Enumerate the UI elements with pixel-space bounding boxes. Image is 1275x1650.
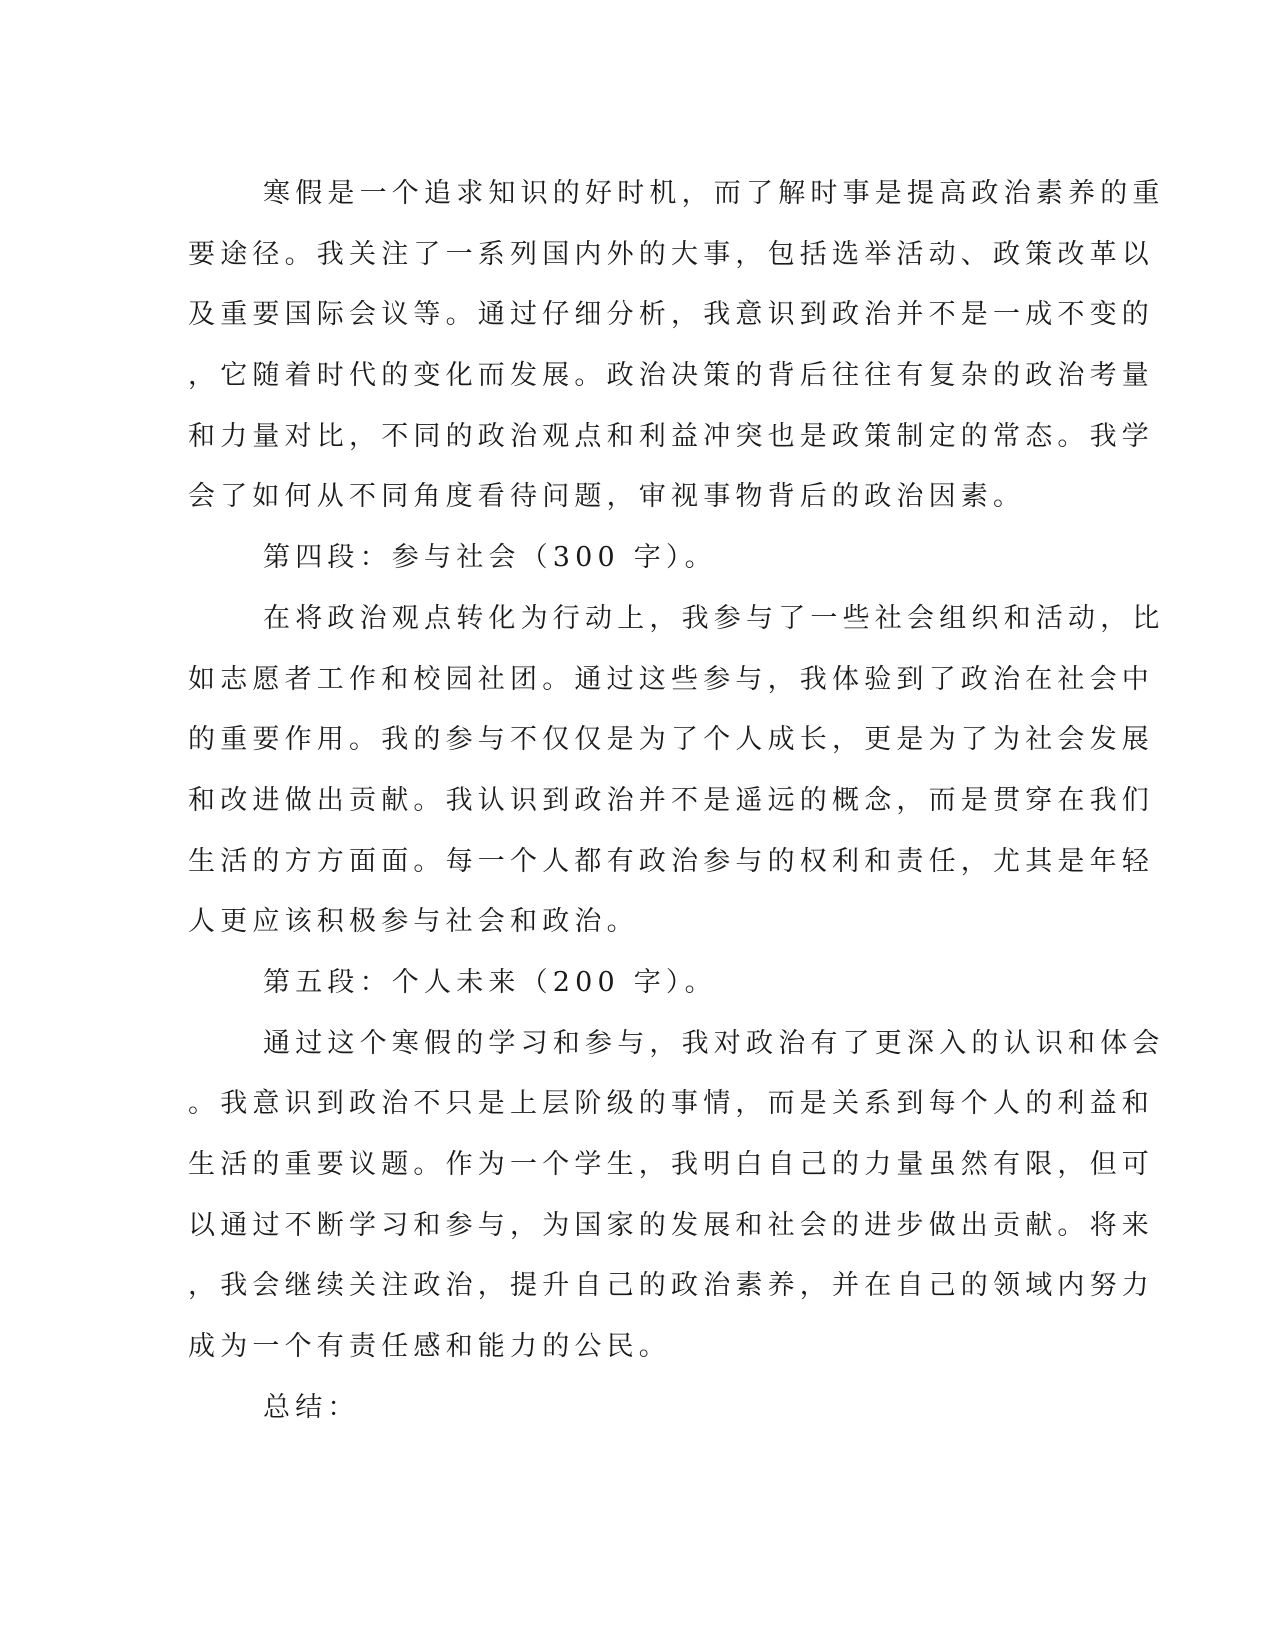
- paragraph-line: 和改进做出贡献。我认识到政治并不是遥远的概念，而是贯穿在我们: [188, 784, 1154, 816]
- paragraph-line: 人更应该积极参与社会和政治。: [188, 906, 639, 938]
- paragraph-line: 。我意识到政治不只是上层阶级的事情，而是关系到每个人的利益和: [188, 1088, 1154, 1120]
- paragraph-line: ，它随着时代的变化而发展。政治决策的背后往往有复杂的政治考量: [188, 360, 1154, 392]
- paragraph-line: 要途径。我关注了一系列国内外的大事，包括选举活动、政策改革以: [188, 238, 1154, 270]
- paragraph-line: 生活的方方面面。每一个人都有政治参与的权利和责任，尤其是年轻: [188, 845, 1154, 877]
- paragraph-line: 及重要国际会议等。通过仔细分析，我意识到政治并不是一成不变的: [188, 299, 1154, 331]
- paragraph-line: 如志愿者工作和校园社团。通过这些参与，我体验到了政治在社会中: [188, 663, 1154, 695]
- paragraph-line: 和力量对比，不同的政治观点和利益冲突也是政策制定的常态。我学: [188, 420, 1154, 452]
- paragraph-line: 通过这个寒假的学习和参与，我对政治有了更深入的认识和体会: [263, 1027, 1165, 1059]
- section-heading: 第四段：参与社会（300 字）。: [263, 542, 717, 574]
- section-heading: 总结：: [263, 1391, 360, 1423]
- paragraph-line: 生活的重要议题。作为一个学生，我明白自己的力量虽然有限，但可: [188, 1149, 1154, 1180]
- paragraph-line: 会了如何从不同角度看待问题，审视事物背后的政治因素。: [188, 481, 1026, 513]
- paragraph-line: 的重要作用。我的参与不仅仅是为了个人成长，更是为了为社会发展: [188, 724, 1154, 756]
- paragraph-line: 寒假是一个追求知识的好时机，而了解时事是提高政治素养的重: [263, 178, 1165, 209]
- paragraph-line: 成为一个有责任感和能力的公民。: [188, 1331, 671, 1363]
- paragraph-line: ，我会继续关注政治，提升自己的政治素养，并在自己的领域内努力: [188, 1270, 1154, 1302]
- section-heading: 第五段：个人未来（200 字）。: [263, 966, 717, 998]
- document-body: [188, 164, 1165, 1438]
- paragraph-line: 以通过不断学习和参与，为国家的发展和社会的进步做出贡献。将来: [188, 1209, 1154, 1241]
- paragraph-line: 在将政治观点转化为行动上，我参与了一些社会组织和活动，比: [263, 602, 1165, 634]
